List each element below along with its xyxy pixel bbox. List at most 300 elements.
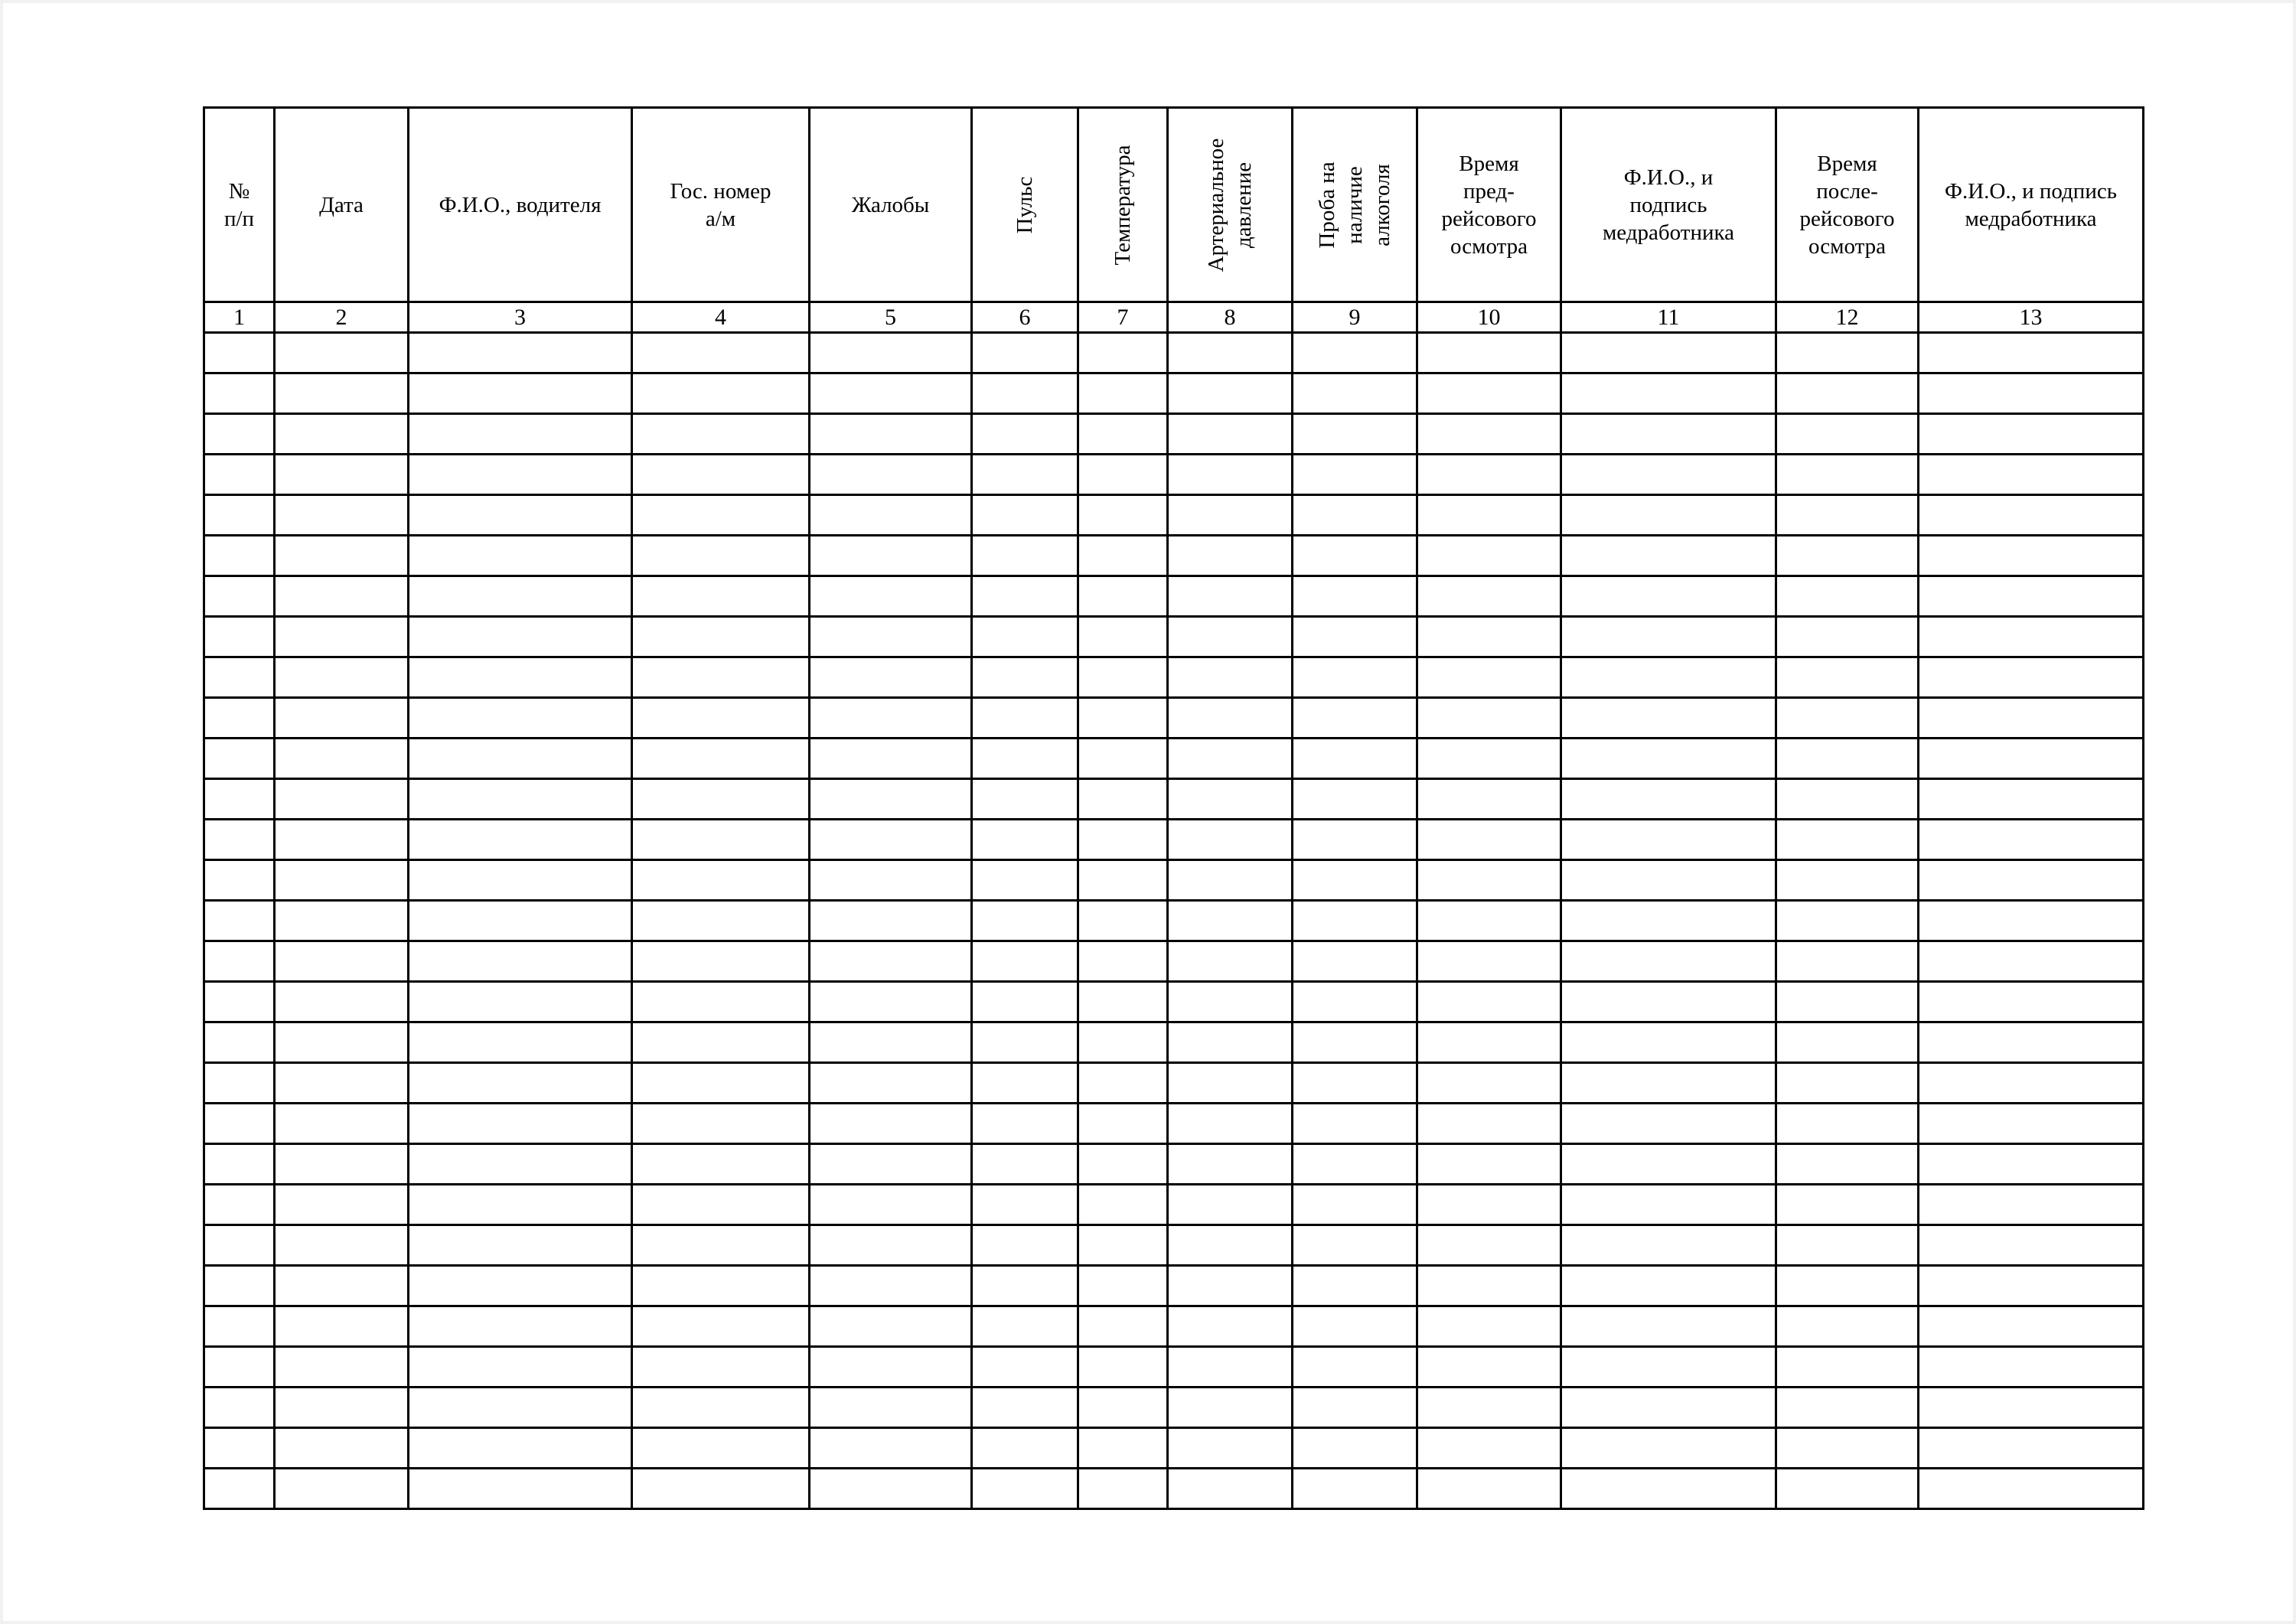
table-cell (409, 333, 632, 373)
table-cell (1078, 576, 1168, 617)
table-cell (204, 1306, 275, 1347)
column-number-cell (1561, 302, 1776, 333)
table-cell (1776, 941, 1919, 982)
table-cell (1293, 617, 1417, 657)
table-cell (204, 779, 275, 820)
table-cell (1293, 739, 1417, 779)
table-cell (1168, 536, 1293, 576)
column-number-row (204, 302, 2144, 333)
column-number: 10 (1477, 304, 1501, 330)
table-cell (1293, 495, 1417, 536)
table-cell (1293, 657, 1417, 698)
table-cell (1293, 333, 1417, 373)
table-cell (204, 495, 275, 536)
table-cell (204, 1469, 275, 1509)
table-cell (409, 495, 632, 536)
table-row (204, 941, 2144, 982)
table-cell (1561, 576, 1776, 617)
table-cell (1561, 1185, 1776, 1225)
table-cell (1561, 657, 1776, 698)
column-header-6 (972, 108, 1078, 302)
column-number: 11 (1657, 304, 1680, 330)
table-cell (204, 941, 275, 982)
table-cell (1078, 982, 1168, 1022)
table-cell (1919, 941, 2144, 982)
table-cell (1168, 1347, 1293, 1388)
table-cell (1168, 373, 1293, 414)
table-cell (972, 820, 1078, 860)
table-cell (1417, 739, 1561, 779)
column-number: 12 (1835, 304, 1859, 330)
table-cell (1168, 495, 1293, 536)
table-cell (1561, 779, 1776, 820)
table-cell (632, 414, 810, 455)
table-cell (275, 739, 409, 779)
table-cell (972, 698, 1078, 739)
table-cell (1293, 1469, 1417, 1509)
table-cell (1776, 820, 1919, 860)
table-cell (275, 1469, 409, 1509)
table-cell (810, 1144, 972, 1185)
table-cell (1293, 698, 1417, 739)
table-cell (1293, 941, 1417, 982)
table-cell (1417, 779, 1561, 820)
table-row (204, 576, 2144, 617)
table-cell (1417, 455, 1561, 495)
table-cell (1776, 657, 1919, 698)
table-cell (632, 1428, 810, 1469)
table-cell (1168, 1104, 1293, 1144)
table-cell (1417, 941, 1561, 982)
table-cell (1919, 1144, 2144, 1185)
table-cell (204, 576, 275, 617)
table-cell (810, 1469, 972, 1509)
table-cell (1417, 536, 1561, 576)
table-cell (1776, 333, 1919, 373)
table-cell (1078, 1306, 1168, 1347)
column-header-label: Пульс (1013, 176, 1037, 233)
table-cell (972, 1469, 1078, 1509)
table-cell (1776, 1144, 1919, 1185)
column-number-cell (632, 302, 810, 333)
table-cell (1919, 495, 2144, 536)
table-cell (409, 1428, 632, 1469)
table-cell (275, 860, 409, 901)
table-cell (1776, 1266, 1919, 1306)
table-row (204, 1266, 2144, 1306)
table-cell (632, 1388, 810, 1428)
table-cell (275, 657, 409, 698)
table-cell (1919, 333, 2144, 373)
table-cell (204, 901, 275, 941)
medical-inspection-log-table (203, 106, 2144, 1510)
table-cell (972, 1428, 1078, 1469)
vertical-header-wrap (1293, 109, 1416, 301)
table-cell (632, 1144, 810, 1185)
table-cell (1078, 1144, 1168, 1185)
table-cell (1561, 1144, 1776, 1185)
table-cell (1776, 1022, 1919, 1063)
table-cell (1293, 536, 1417, 576)
table-cell (1776, 576, 1919, 617)
table-cell (1919, 739, 2144, 779)
table-cell (1078, 1225, 1168, 1266)
table-cell (409, 739, 632, 779)
table-cell (204, 820, 275, 860)
table-cell (632, 576, 810, 617)
table-cell (972, 941, 1078, 982)
table-cell (972, 1347, 1078, 1388)
table-cell (204, 414, 275, 455)
table-cell (1417, 820, 1561, 860)
table-cell (409, 820, 632, 860)
table-cell (1417, 901, 1561, 941)
table-cell (632, 1306, 810, 1347)
table-cell (972, 739, 1078, 779)
column-header-2 (275, 108, 409, 302)
table-cell (1561, 1306, 1776, 1347)
table-cell (972, 333, 1078, 373)
column-number: 8 (1224, 304, 1236, 330)
table-cell (1919, 455, 2144, 495)
table-cell (1561, 698, 1776, 739)
table-cell (275, 617, 409, 657)
table-cell (972, 414, 1078, 455)
table-cell (1168, 576, 1293, 617)
table-cell (275, 1347, 409, 1388)
table-cell (972, 1225, 1078, 1266)
table-cell (972, 536, 1078, 576)
table-row (204, 617, 2144, 657)
table-cell (1417, 860, 1561, 901)
table-cell (1561, 1022, 1776, 1063)
table-cell (1078, 495, 1168, 536)
table-cell (1561, 617, 1776, 657)
table-cell (275, 414, 409, 455)
table-cell (1776, 455, 1919, 495)
table-cell (275, 1225, 409, 1266)
table-cell (972, 576, 1078, 617)
table-cell (1078, 373, 1168, 414)
column-header-1 (204, 108, 275, 302)
column-number: 13 (2019, 304, 2043, 330)
column-number-cell (810, 302, 972, 333)
table-cell (204, 860, 275, 901)
table-cell (1168, 1388, 1293, 1428)
table-cell (204, 1185, 275, 1225)
table-cell (1168, 1022, 1293, 1063)
table-cell (1168, 657, 1293, 698)
table-cell (204, 698, 275, 739)
table-cell (1417, 1185, 1561, 1225)
table-cell (1919, 820, 2144, 860)
table-cell (1919, 1104, 2144, 1144)
table-cell (972, 982, 1078, 1022)
table-cell (632, 1266, 810, 1306)
table-cell (1919, 982, 2144, 1022)
table-cell (632, 739, 810, 779)
table-cell (409, 1185, 632, 1225)
table-cell (275, 1144, 409, 1185)
table-cell (632, 820, 810, 860)
table-cell (972, 617, 1078, 657)
table-cell (275, 373, 409, 414)
table-cell (1417, 1266, 1561, 1306)
table-cell (1078, 1469, 1168, 1509)
table-cell (275, 941, 409, 982)
column-number-cell (1417, 302, 1561, 333)
table-cell (1561, 941, 1776, 982)
table-cell (632, 1022, 810, 1063)
table-cell (1561, 536, 1776, 576)
table-cell (1919, 1266, 2144, 1306)
table-cell (632, 536, 810, 576)
table-row (204, 657, 2144, 698)
table-cell (1168, 698, 1293, 739)
table-cell (1919, 414, 2144, 455)
table-cell (810, 982, 972, 1022)
table-cell (1776, 1306, 1919, 1347)
table-cell (810, 860, 972, 901)
table-cell (810, 1022, 972, 1063)
table-cell (1417, 1063, 1561, 1104)
table-cell (275, 1388, 409, 1428)
column-number: 5 (885, 304, 896, 330)
table-row (204, 1225, 2144, 1266)
column-header-13 (1919, 108, 2144, 302)
table-cell (1417, 1469, 1561, 1509)
column-header-10 (1417, 108, 1561, 302)
table-cell (810, 373, 972, 414)
table-cell (810, 1306, 972, 1347)
table-cell (1919, 657, 2144, 698)
table-cell (409, 536, 632, 576)
table-cell (1293, 1266, 1417, 1306)
table-cell (1168, 455, 1293, 495)
table-cell (972, 1185, 1078, 1225)
column-header-label: Жалобы (851, 192, 930, 217)
table-cell (204, 1347, 275, 1388)
table-cell (972, 1266, 1078, 1306)
table-cell (1293, 1063, 1417, 1104)
column-header-4 (632, 108, 810, 302)
table-cell (1561, 373, 1776, 414)
table-row (204, 455, 2144, 495)
table-cell (1078, 1347, 1168, 1388)
table-cell (275, 1063, 409, 1104)
table-cell (409, 1306, 632, 1347)
table-cell (972, 860, 1078, 901)
table-cell (972, 1144, 1078, 1185)
table-cell (632, 1063, 810, 1104)
table-cell (1561, 455, 1776, 495)
table-cell (1561, 1388, 1776, 1428)
table-cell (1293, 1185, 1417, 1225)
table-row (204, 901, 2144, 941)
table-cell (1561, 1104, 1776, 1144)
column-number-cell (1078, 302, 1168, 333)
table-cell (1078, 617, 1168, 657)
table-cell (275, 1428, 409, 1469)
column-number-cell (204, 302, 275, 333)
table-cell (1293, 1428, 1417, 1469)
table-cell (1078, 860, 1168, 901)
table-cell (1078, 1022, 1168, 1063)
table-cell (1078, 1185, 1168, 1225)
table-cell (204, 455, 275, 495)
table-cell (1561, 1469, 1776, 1509)
table-cell (204, 1144, 275, 1185)
table-cell (1417, 1104, 1561, 1144)
table-cell (1776, 414, 1919, 455)
table-row (204, 1144, 2144, 1185)
table-cell (204, 657, 275, 698)
table-cell (409, 1022, 632, 1063)
table-cell (275, 1266, 409, 1306)
table-cell (1168, 1266, 1293, 1306)
table-cell (204, 739, 275, 779)
table-cell (1293, 1022, 1417, 1063)
table-cell (1168, 739, 1293, 779)
table-cell (1168, 414, 1293, 455)
table-row (204, 1428, 2144, 1469)
table-cell (275, 820, 409, 860)
table-cell (275, 1185, 409, 1225)
vertical-header-wrap (1169, 109, 1291, 301)
column-header-label: Время после- рейсового осмотра (1799, 151, 1895, 259)
table-cell (632, 1104, 810, 1144)
column-number-cell (409, 302, 632, 333)
table-cell (810, 657, 972, 698)
table-cell (1919, 901, 2144, 941)
table-row (204, 333, 2144, 373)
table-cell (1417, 1347, 1561, 1388)
table-cell (1919, 373, 2144, 414)
table-cell (1168, 901, 1293, 941)
column-number-cell (1293, 302, 1417, 333)
table-cell (1078, 657, 1168, 698)
table-row (204, 414, 2144, 455)
table-cell (1561, 739, 1776, 779)
table-cell (409, 617, 632, 657)
table-cell (632, 333, 810, 373)
table-cell (204, 1022, 275, 1063)
table-cell (1776, 373, 1919, 414)
table-cell (1417, 1225, 1561, 1266)
table-cell (1168, 941, 1293, 982)
table-cell (632, 779, 810, 820)
table-cell (972, 901, 1078, 941)
table-cell (810, 820, 972, 860)
table-cell (810, 1063, 972, 1104)
table-cell (275, 1022, 409, 1063)
table-cell (810, 576, 972, 617)
table-cell (1293, 1225, 1417, 1266)
table-cell (632, 901, 810, 941)
table-row (204, 860, 2144, 901)
table-cell (1293, 779, 1417, 820)
table-cell (1168, 617, 1293, 657)
table-cell (409, 373, 632, 414)
table-cell (1919, 1225, 2144, 1266)
table-row (204, 779, 2144, 820)
table-cell (1776, 1428, 1919, 1469)
table-cell (1078, 1104, 1168, 1144)
table-cell (1417, 495, 1561, 536)
table-row (204, 1063, 2144, 1104)
table-cell (409, 1266, 632, 1306)
table-row (204, 1185, 2144, 1225)
table-cell (632, 373, 810, 414)
column-header-label: Проба на наличие алкоголя (1315, 161, 1394, 249)
table-cell (409, 860, 632, 901)
table-cell (1078, 941, 1168, 982)
table-cell (972, 779, 1078, 820)
table-cell (1417, 698, 1561, 739)
table-cell (1078, 739, 1168, 779)
table-cell (1078, 779, 1168, 820)
table-cell (1919, 1063, 2144, 1104)
table-cell (810, 617, 972, 657)
table-cell (1293, 820, 1417, 860)
table-cell (810, 1347, 972, 1388)
table-cell (632, 617, 810, 657)
table-cell (1078, 1266, 1168, 1306)
table-row (204, 495, 2144, 536)
column-header-label: Время пред- рейсового осмотра (1441, 151, 1537, 259)
table-cell (1417, 333, 1561, 373)
table-cell (972, 1306, 1078, 1347)
table-cell (409, 698, 632, 739)
column-header-3 (409, 108, 632, 302)
table-cell (1776, 1185, 1919, 1225)
table-cell (810, 1104, 972, 1144)
table-cell (1919, 1185, 2144, 1225)
column-number-cell (972, 302, 1078, 333)
table-cell (1919, 576, 2144, 617)
table-cell (1776, 779, 1919, 820)
table-cell (1168, 820, 1293, 860)
table-row (204, 982, 2144, 1022)
table-cell (1293, 901, 1417, 941)
table-cell (275, 333, 409, 373)
table-cell (1776, 739, 1919, 779)
table-cell (972, 1022, 1078, 1063)
table-cell (1561, 1063, 1776, 1104)
table-cell (632, 455, 810, 495)
table-cell (1919, 1347, 2144, 1388)
table-cell (1293, 1347, 1417, 1388)
column-number: 3 (514, 304, 526, 330)
table-cell (1561, 495, 1776, 536)
table-cell (1293, 576, 1417, 617)
table-cell (1919, 860, 2144, 901)
column-number: 9 (1349, 304, 1361, 330)
table-row (204, 1306, 2144, 1347)
table-cell (1561, 1225, 1776, 1266)
column-header-12 (1776, 108, 1919, 302)
table-row (204, 1388, 2144, 1428)
table-cell (204, 536, 275, 576)
table-cell (972, 373, 1078, 414)
table-cell (1776, 617, 1919, 657)
table-cell (1078, 333, 1168, 373)
column-header-8 (1168, 108, 1293, 302)
table-cell (632, 982, 810, 1022)
table-cell (972, 1063, 1078, 1104)
table-cell (409, 414, 632, 455)
table-cell (1417, 1022, 1561, 1063)
